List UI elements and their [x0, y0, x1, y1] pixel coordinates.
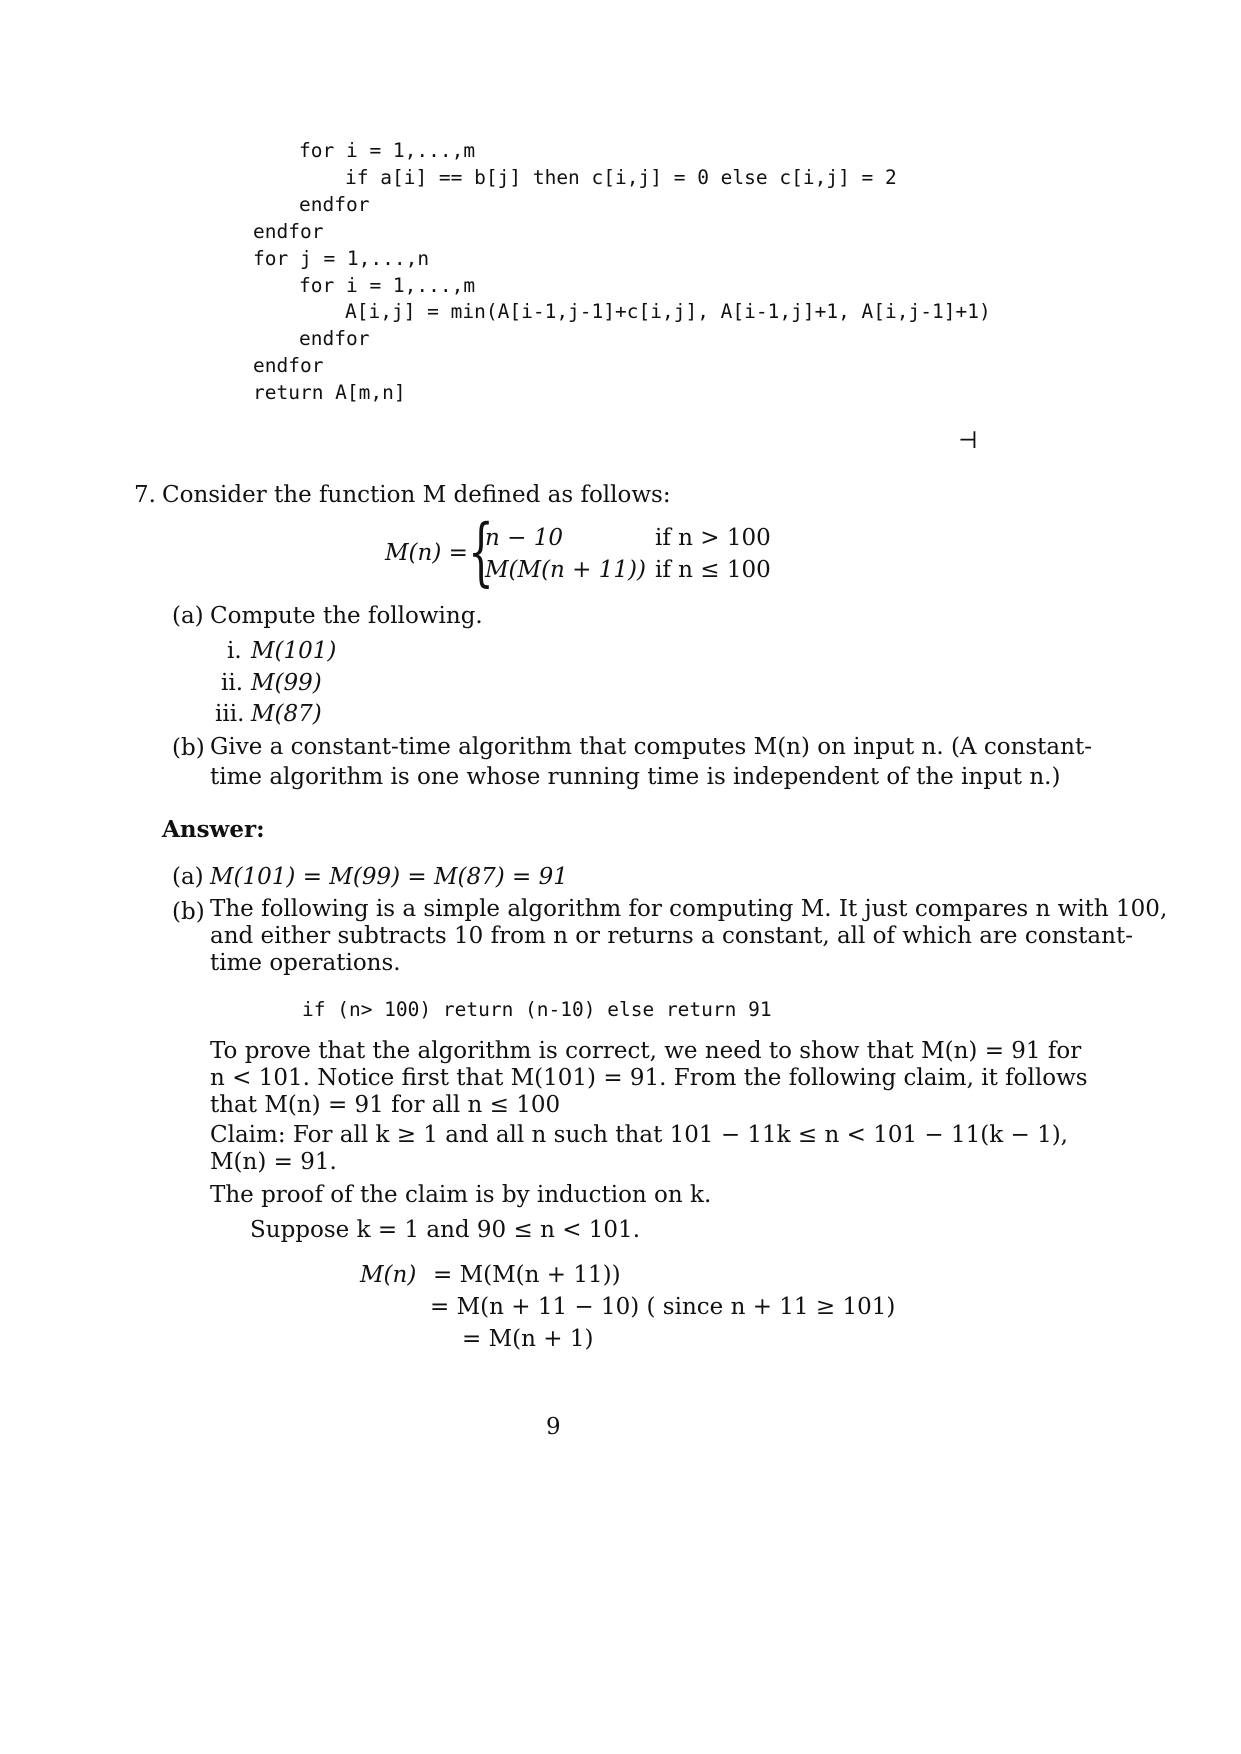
part-b-label: (b) — [172, 735, 205, 761]
text-line: M(n) = 91. — [210, 1149, 337, 1175]
problem-number: 7. — [134, 482, 156, 508]
answer-heading: Answer: — [162, 816, 265, 843]
text-line: The following is a simple algorithm for computing M. It just compares n with 100, — [210, 896, 1168, 922]
definition-lhs: M(n) = — [385, 540, 468, 566]
text-line: time operations. — [210, 950, 401, 976]
item-expr: M(99) — [251, 670, 322, 696]
answer-a-label: (a) — [172, 864, 204, 890]
code-line: endfor — [299, 193, 370, 216]
definition-case1-cond: if n > 100 — [655, 525, 771, 551]
text-line: Give a constant-time algorithm that computes M(n) on input n. (A constant- — [210, 734, 1092, 760]
item-expr: M(101) — [251, 638, 337, 664]
page-number: 9 — [546, 1414, 561, 1440]
item-label: iii. — [215, 701, 245, 727]
part-a-text: Compute the following. — [210, 603, 483, 629]
text-line: that M(n) = 91 for all n ≤ 100 — [210, 1092, 561, 1118]
answer-a-text: M(101) = M(99) = M(87) = 91 — [210, 864, 568, 890]
item-label: ii. — [221, 670, 244, 696]
derivation-step: = M(n + 1) — [462, 1326, 594, 1352]
definition-case2-cond: if n ≤ 100 — [655, 557, 771, 583]
code-line: endfor — [299, 327, 370, 350]
text-line: n < 101. Notice first that M(101) = 91. From the following claim, it follows — [210, 1065, 1088, 1091]
code-line: for i = 1,...,m — [299, 139, 476, 162]
part-a-label: (a) — [172, 603, 204, 629]
derivation-step: = M(M(n + 11)) — [433, 1262, 621, 1288]
code-line: return A[m,n] — [253, 381, 406, 404]
code-line: endfor — [253, 354, 324, 377]
derivation-step: = M(n + 11 − 10) ( since n + 11 ≥ 101) — [430, 1294, 896, 1320]
code-line: for j = 1,...,n — [253, 247, 430, 270]
answer-b-label: (b) — [172, 899, 205, 925]
code-line: endfor — [253, 220, 324, 243]
text-line: time algorithm is one whose running time is independent of the input n.) — [210, 764, 1061, 790]
definition-case1-expr: n − 10 — [485, 525, 563, 551]
end-proof-symbol: ⊣ — [958, 428, 978, 454]
algorithm-code: if (n> 100) return (n-10) else return 91 — [302, 998, 772, 1021]
part-b-text — [210, 732, 1092, 792]
code-line: if a[i] == b[j] then c[i,j] = 0 else c[i,j] = 2 — [345, 166, 897, 189]
problem-intro: Consider the function M defined as follows: — [162, 482, 671, 508]
item-label: i. — [227, 638, 242, 664]
answer-b-text — [210, 896, 1168, 977]
claim-paragraph — [210, 1122, 1068, 1176]
text-line: and either subtracts 10 from n or returns a constant, all of which are constant- — [210, 923, 1133, 949]
text-line: Claim: For all k ≥ 1 and all n such that 101 − 11k ≤ n < 101 − 11(k − 1), — [210, 1122, 1068, 1148]
suppose-text: Suppose k = 1 and 90 ≤ n < 101. — [250, 1217, 641, 1243]
proof-paragraph — [210, 1038, 1088, 1119]
item-expr: M(87) — [251, 701, 322, 727]
induction-text: The proof of the claim is by induction on k. — [210, 1182, 712, 1208]
definition-case2-expr: M(M(n + 11)) — [485, 557, 646, 583]
derivation-lhs: M(n) — [360, 1262, 417, 1288]
text-line: To prove that the algorithm is correct, we need to show that M(n) = 91 for — [210, 1038, 1082, 1064]
definition-brace: { — [468, 509, 494, 595]
code-line: A[i,j] = min(A[i-1,j-1]+c[i,j], A[i-1,j]+1, A[i,j-1]+1) — [345, 300, 991, 323]
code-line: for i = 1,...,m — [299, 274, 476, 297]
